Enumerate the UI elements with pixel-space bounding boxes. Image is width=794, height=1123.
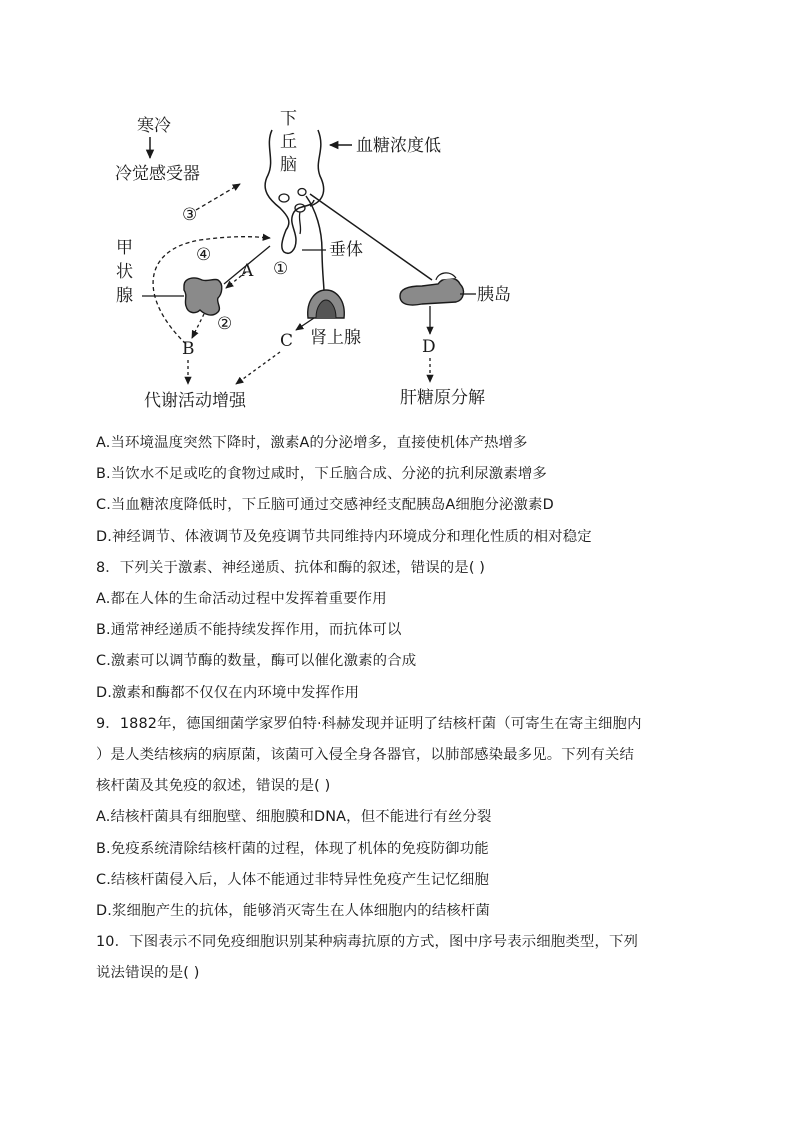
label-thyroid-3: 腺 (116, 286, 133, 306)
label-cold: 寒冷 (137, 116, 171, 136)
label-cold-receptor: 冷觉感受器 (115, 164, 200, 184)
q10-stem-line-1: 10．下图表示不同免疫细胞识别某种病毒抗原的方式，图中序号表示细胞类型，下列 (96, 934, 639, 951)
label-adrenal: 肾上腺 (310, 328, 361, 348)
q9-option-b: B.免疫系统清除结核杆菌的过程，体现了机体的免疫防御功能 (96, 840, 489, 857)
q8-stem: 8．下列关于激素、神经递质、抗体和酶的叙述，错误的是( ) (96, 559, 486, 576)
label-hypothalamus-1: 下 (280, 109, 297, 129)
label-pituitary: 垂体 (329, 240, 363, 260)
feedback-3-arrow (196, 184, 240, 210)
q8-option-d: D.激素和酶都不仅仅在内环境中发挥作用 (96, 684, 360, 701)
question-text-block (96, 428, 706, 990)
q9-option-c: C.结核杆菌侵入后，人体不能通过非特异性免疫产生记忆细胞 (96, 871, 489, 888)
label-low-blood-sugar: 血糖浓度低 (356, 136, 441, 156)
q9-stem-line-2: ）是人类结核病的病原菌，该菌可入侵全身各器官，以肺部感染最多见。下列有关结 (96, 747, 635, 764)
nerve-to-pancreas (310, 194, 432, 280)
label-hormone-a: A (241, 261, 254, 281)
label-hormone-b: B (182, 339, 195, 359)
q9-option-d: D.浆细胞产生的抗体，能够消灭寄生在人体细胞内的结核杆菌 (96, 903, 491, 920)
label-hormone-d: D (422, 337, 436, 357)
label-hypothalamus-2: 丘 (280, 132, 297, 152)
label-circle-3: ③ (182, 205, 198, 225)
neuron-axon (299, 212, 300, 234)
neuron-cell-1 (279, 194, 289, 202)
q8-option-c: C.激素可以调节酶的数量，酶可以催化激素的合成 (96, 653, 417, 670)
q9-option-a: A.结核杆菌具有细胞壁、细胞膜和DNA，但不能进行有丝分裂 (96, 809, 492, 826)
q7-option-b: B.当饮水不足或吃的食物过咸时，下丘脑合成、分泌的抗利尿激素增多 (96, 466, 547, 483)
label-circle-2: ② (217, 314, 233, 334)
label-thyroid-1: 甲 (116, 238, 133, 258)
label-hormone-c: C (280, 331, 294, 351)
q8-option-a: A.都在人体的生命活动过程中发挥着重要作用 (96, 591, 387, 608)
label-circle-1: ① (273, 259, 289, 279)
q8-option-b: B.通常神经递质不能持续发挥作用，而抗体可以 (96, 622, 402, 639)
label-thyroid-2: 状 (116, 262, 133, 282)
label-pancreas: 胰岛 (477, 285, 511, 305)
endocrine-regulation-diagram (100, 100, 540, 420)
nerve-to-adrenal (306, 196, 324, 292)
c-to-metabolism-arrow (236, 352, 280, 384)
label-circle-4: ④ (196, 245, 212, 265)
label-glycogen: 肝糖原分解 (400, 388, 485, 408)
q7-option-a: A.当环境温度突然下降时，激素A的分泌增多，直接使机体产热增多 (96, 435, 528, 451)
neuron-cell-3 (298, 189, 306, 196)
thyroid-gland-shape (184, 278, 222, 315)
q7-option-d: D.神经调节、体液调节及免疫调节共同维持内环境成分和理化性质的相对稳定 (96, 528, 592, 545)
label-hypothalamus-3: 脑 (280, 155, 297, 175)
q9-stem-line-3: 核杆菌及其免疫的叙述，错误的是( ) (96, 778, 331, 795)
diagram-svg (100, 100, 540, 420)
q9-stem-line-1: 9．1882年，德国细菌学家罗伯特·科赫发现并证明了结核杆菌（可寄生在寄主细胞内 (96, 715, 642, 732)
q7-option-c: C.当血糖浓度降低时，下丘脑可通过交感神经支配胰岛A细胞分泌激素D (96, 497, 554, 514)
q10-stem-line-2: 说法错误的是( ) (96, 965, 200, 982)
thyroid-to-b-arrow (192, 314, 204, 338)
pancreas-shape (400, 278, 463, 305)
label-metabolism: 代谢活动增强 (144, 391, 246, 411)
